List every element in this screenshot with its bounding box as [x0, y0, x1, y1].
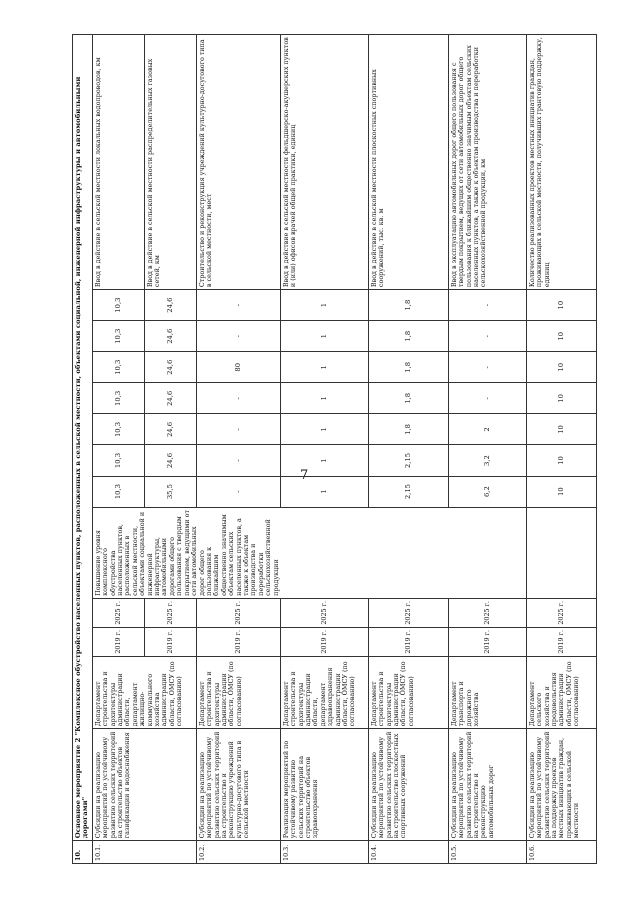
result-description: Ввод в действие в сельской местности плоскостных спортивных сооружений, тыс. кв. м [368, 35, 448, 290]
end-year: 2025 г. [448, 598, 526, 627]
value-cell: 1,8 [368, 321, 448, 352]
end-year: 2025 г. [526, 598, 596, 627]
value-cell: - [448, 383, 526, 414]
end-year: 2025 г. [280, 598, 368, 627]
row-index: 10.6. [526, 841, 596, 864]
executor: Департамент строительства и архитектуры администрации области, ОМСУ (по согласованию) [368, 656, 448, 729]
executor: Департамент строительства и архитектуры администрации области, департамент здравоохранения администрации области, ОМСУ (по согласованию) [280, 656, 368, 729]
measure-name: Субсидии на реализацию мероприятий по устойчивому развитию сельских территорий на поддержку проектов местных инициатив граждан, проживающих в сельской местности [526, 729, 596, 841]
page-number: 7 [300, 468, 309, 483]
section-title: Основное мероприятие 2 "Комплексное обустройство населенных пунктов, расположенных в сельской местности, объектами социальной, инженерной инфраструктуры и автомобильными дорогами" [73, 35, 93, 841]
start-year: 2019 г. [92, 627, 144, 656]
value-cell: 10 [526, 321, 596, 352]
start-year: 2019 г. [526, 627, 596, 656]
value-cell: 10,3 [92, 290, 144, 321]
executor: Департамент сельского хозяйства и продовольствия администрации области, ОМСУ (по согласованию) [526, 656, 596, 729]
value-cell: 1,8 [368, 290, 448, 321]
value-cell: 10,3 [92, 383, 144, 414]
row-index: 10.4. [368, 841, 448, 864]
start-year: 2019 г. [280, 627, 368, 656]
value-cell: 10 [526, 290, 596, 321]
indicator: Повышение уровня комплексного обустройства населенных пунктов, расположенных в сельской местности, объектами социальной и инженерной инфраструктуры, автомобильными дорогами общего пользования с твердым покрытием, ведущими от сети автомобильных дорог общего пользования к ближайшим общественно значимым объектам сельских населенных пунктов, а также к объектам производства и переработки сельскохозяйственной продукции [92, 507, 526, 598]
value-cell: 1 [280, 290, 368, 321]
value-cell: 10,3 [92, 352, 144, 383]
executor: Департамент строительства и архитектуры администрации области, департамент жилищно-коммунального хозяйства администрации области, ОМСУ (по согласованию) [92, 656, 196, 729]
measure-name: Субсидии на реализацию мероприятий по устойчивому развитию сельских территорий на строительство плоскостных спортивных сооружений [368, 729, 448, 841]
value-cell: 2,15 [368, 445, 448, 476]
row-index: 10.5. [448, 841, 526, 864]
end-year: 2025 г. [92, 598, 144, 627]
value-cell: 10 [526, 476, 596, 507]
result-description: Количество реализованных проектов местных инициатив граждан, проживающих в сельской местности, получивших грантовую поддержку, единиц [526, 35, 596, 290]
end-year: 2025 г. [144, 598, 196, 627]
value-cell: 2,15 [368, 476, 448, 507]
value-cell: 10 [526, 445, 596, 476]
value-cell: 6,2 [448, 476, 526, 507]
value-cell: 1 [280, 321, 368, 352]
value-cell: 24,6 [144, 383, 196, 414]
value-cell: 1 [280, 414, 368, 445]
value-cell: 10 [526, 414, 596, 445]
program-table [72, 34, 597, 864]
start-year: 2019 г. [144, 627, 196, 656]
result-description: Ввод в эксплуатацию автомобильных дорог общего пользования с твердым покрытием, ведущих от сети автомобильных дорог общего пользования к ближайшим общественно значимым объектам сельских населенных пунктов, а также к объектам производства и переработки сельскохозяйственной продукции, км [448, 35, 526, 290]
value-cell: - [196, 445, 280, 476]
value-cell: - [448, 321, 526, 352]
result-description: Ввод в действие в сельской местности распределительных газовых сетей, км [144, 35, 196, 290]
value-cell: 1 [280, 445, 368, 476]
start-year: 2019 г. [448, 627, 526, 656]
section-number: 10. [73, 841, 93, 864]
end-year: 2025 г. [368, 598, 448, 627]
executor: Департамент транспорта и дорожного хозяйства [448, 656, 526, 729]
value-cell: 10,3 [92, 476, 144, 507]
row-index: 10.3. [280, 841, 368, 864]
value-cell: - [448, 352, 526, 383]
value-cell: 1,8 [368, 383, 448, 414]
indicator-empty [526, 507, 596, 598]
row-index: 10.1. [92, 841, 196, 864]
value-cell: 1 [280, 476, 368, 507]
value-cell: 1,8 [368, 414, 448, 445]
value-cell: - [196, 414, 280, 445]
end-year: 2025 г. [196, 598, 280, 627]
result-description: Строительство и реконструкция учреждений культурно-досугового типа в сельской местности, мест [196, 35, 280, 290]
value-cell: 24,6 [144, 352, 196, 383]
value-cell: 10 [526, 352, 596, 383]
value-cell: 10 [526, 383, 596, 414]
value-cell: 1 [280, 383, 368, 414]
value-cell: 24,6 [144, 414, 196, 445]
result-description: Ввод в действие в сельской местности фельдшерско-акушерских пунктов и (или) офисов врачей общей практики, единиц [280, 35, 368, 290]
value-cell: 10,3 [92, 445, 144, 476]
value-cell: 10,3 [92, 321, 144, 352]
value-cell: - [196, 476, 280, 507]
measure-name: Реализация мероприятий по устойчивому развитию сельских территорий на строительство объектов здравоохранения [280, 729, 368, 841]
value-cell: 1,8 [368, 352, 448, 383]
executor: Департамент строительства и архитектуры администрации области, ОМСУ (по согласованию) [196, 656, 280, 729]
value-cell: 24,6 [144, 321, 196, 352]
value-cell: 24,6 [144, 290, 196, 321]
measure-name: Субсидии на реализацию мероприятий по устойчивому развитию сельских территорий на строительство и реконструкцию учреждений культурно-досугового типа в сельской местности [196, 729, 280, 841]
value-cell: 35,5 [144, 476, 196, 507]
value-cell: 1 [280, 352, 368, 383]
result-description: Ввод в действие в сельской местности локальных водопроводов, км [92, 35, 144, 290]
value-cell: 3,2 [448, 445, 526, 476]
row-index: 10.2. [196, 841, 280, 864]
document-table-area [72, 34, 594, 864]
value-cell: 80 [196, 352, 280, 383]
measure-name: Субсидии на реализацию мероприятий по устойчивому развитию сельских территорий на строительство и реконструкцию автомобильных дорог [448, 729, 526, 841]
value-cell: 2 [448, 414, 526, 445]
value-cell: - [448, 290, 526, 321]
measure-name: Субсидии на реализацию мероприятий по устойчивому развитию сельских территорий на строительство объектов газификации и водоснабжения [92, 729, 196, 841]
value-cell: - [196, 383, 280, 414]
start-year: 2019 г. [196, 627, 280, 656]
value-cell: - [196, 321, 280, 352]
start-year: 2019 г. [368, 627, 448, 656]
value-cell: 10,3 [92, 414, 144, 445]
value-cell: 24,6 [144, 445, 196, 476]
value-cell: - [196, 290, 280, 321]
